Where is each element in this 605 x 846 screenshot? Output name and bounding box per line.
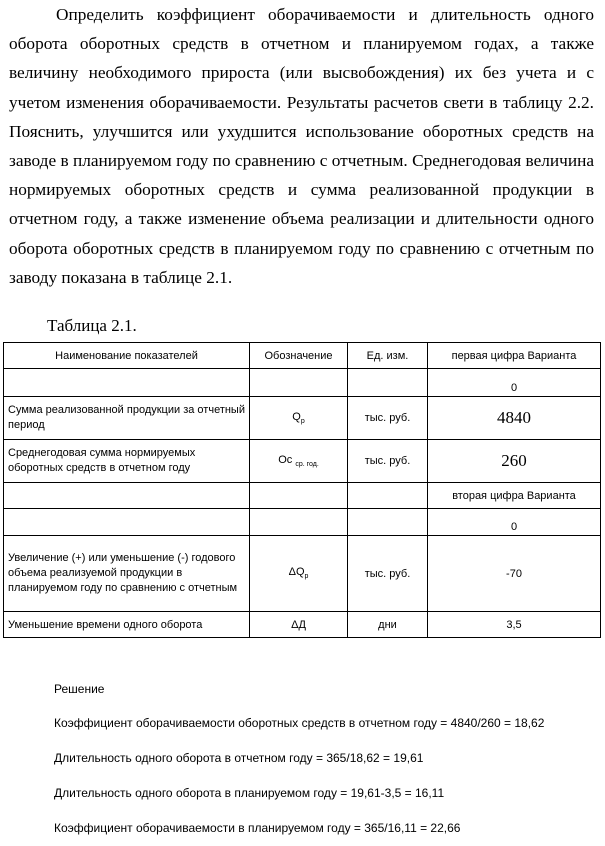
solution-line: Длительность одного оборота в планируемом году = 19,61-3,5 = 16,11 — [54, 786, 445, 800]
second-digit-label: вторая цифра Варианта — [428, 483, 601, 509]
solution-line: Коэффициент оборачиваемости оборотных средств в отчетном году = 4840/260 = 18,62 — [54, 716, 545, 730]
value-sales: 4840 — [428, 397, 601, 440]
table-row — [4, 440, 601, 483]
header-unit: Ед. изм. — [348, 343, 428, 369]
header-symbol: Обозначение — [250, 343, 348, 369]
table-row — [4, 536, 601, 612]
symbol-time: ΔД — [250, 612, 348, 638]
value-assets: 260 — [428, 440, 601, 483]
value-change: -70 — [428, 536, 601, 612]
unit-time: дни — [348, 612, 428, 638]
unit-sales: тыс. руб. — [348, 397, 428, 440]
indicator-change: Увеличение (+) или уменьшение (-) годового объема реализуемой продукции в планируемом году по сравнению с отчетным — [4, 536, 250, 612]
indicator-sales: Сумма реализованной продукции за отчетный период — [4, 397, 250, 440]
table-row — [4, 612, 601, 638]
indicator-assets: Среднегодовая сумма нормируемых оборотных средств в отчетном году — [4, 440, 250, 483]
solution-title: Решение — [54, 682, 105, 696]
symbol-sales: $Q_р$ — [250, 397, 348, 440]
indicator-time: Уменьшение времени одного оборота — [4, 612, 250, 638]
data-table — [3, 342, 601, 638]
task-paragraph — [9, 0, 594, 292]
symbol-change: $\Delta Q_р$ — [250, 536, 348, 612]
table-caption: Таблица 2.1. — [47, 316, 137, 335]
second-digit-value: 0 — [428, 509, 601, 536]
table-row — [4, 483, 601, 509]
solution-line: Коэффициент оборачиваемости в планируемом году = 365/16,11 = 22,66 — [54, 821, 461, 835]
value-time: 3,5 — [428, 612, 601, 638]
unit-assets: тыс. руб. — [348, 440, 428, 483]
header-first-digit: первая цифра Варианта — [428, 343, 601, 369]
table-row — [4, 397, 601, 440]
solution-line: Длительность одного оборота в отчетном году = 365/18,62 = 19,61 — [54, 751, 424, 765]
table-header-row — [4, 343, 601, 369]
unit-change: тыс. руб. — [348, 536, 428, 612]
symbol-assets: Ос $_{ср. год.}$ — [250, 440, 348, 483]
table-row — [4, 369, 601, 397]
first-digit-value: 0 — [428, 369, 601, 397]
table-row — [4, 509, 601, 536]
header-indicator: Наименование показателей — [4, 343, 250, 369]
task-text: Определить коэффициент оборачиваемости и длительность одного оборота оборотных средств в отчетном и планируемом годах, а также величину необходимого прироста (или высвобождения) их без учета и с учетом изменения оборачиваемости. Результаты расчетов свети в таблицу 2.2. Пояснить, улучшится или ухудшится использование оборотных средств на заводе в планируемом году по сравнению с отчетным. Среднегодовая величина нормируемых оборотных средств и сумма реализованной продукции в отчетном году, а также изменение объема реализации и длительности одного оборота оборотных средств в планируемом году по сравнению с отчетным по заводу показана в таблице 2.1. — [9, 5, 594, 287]
